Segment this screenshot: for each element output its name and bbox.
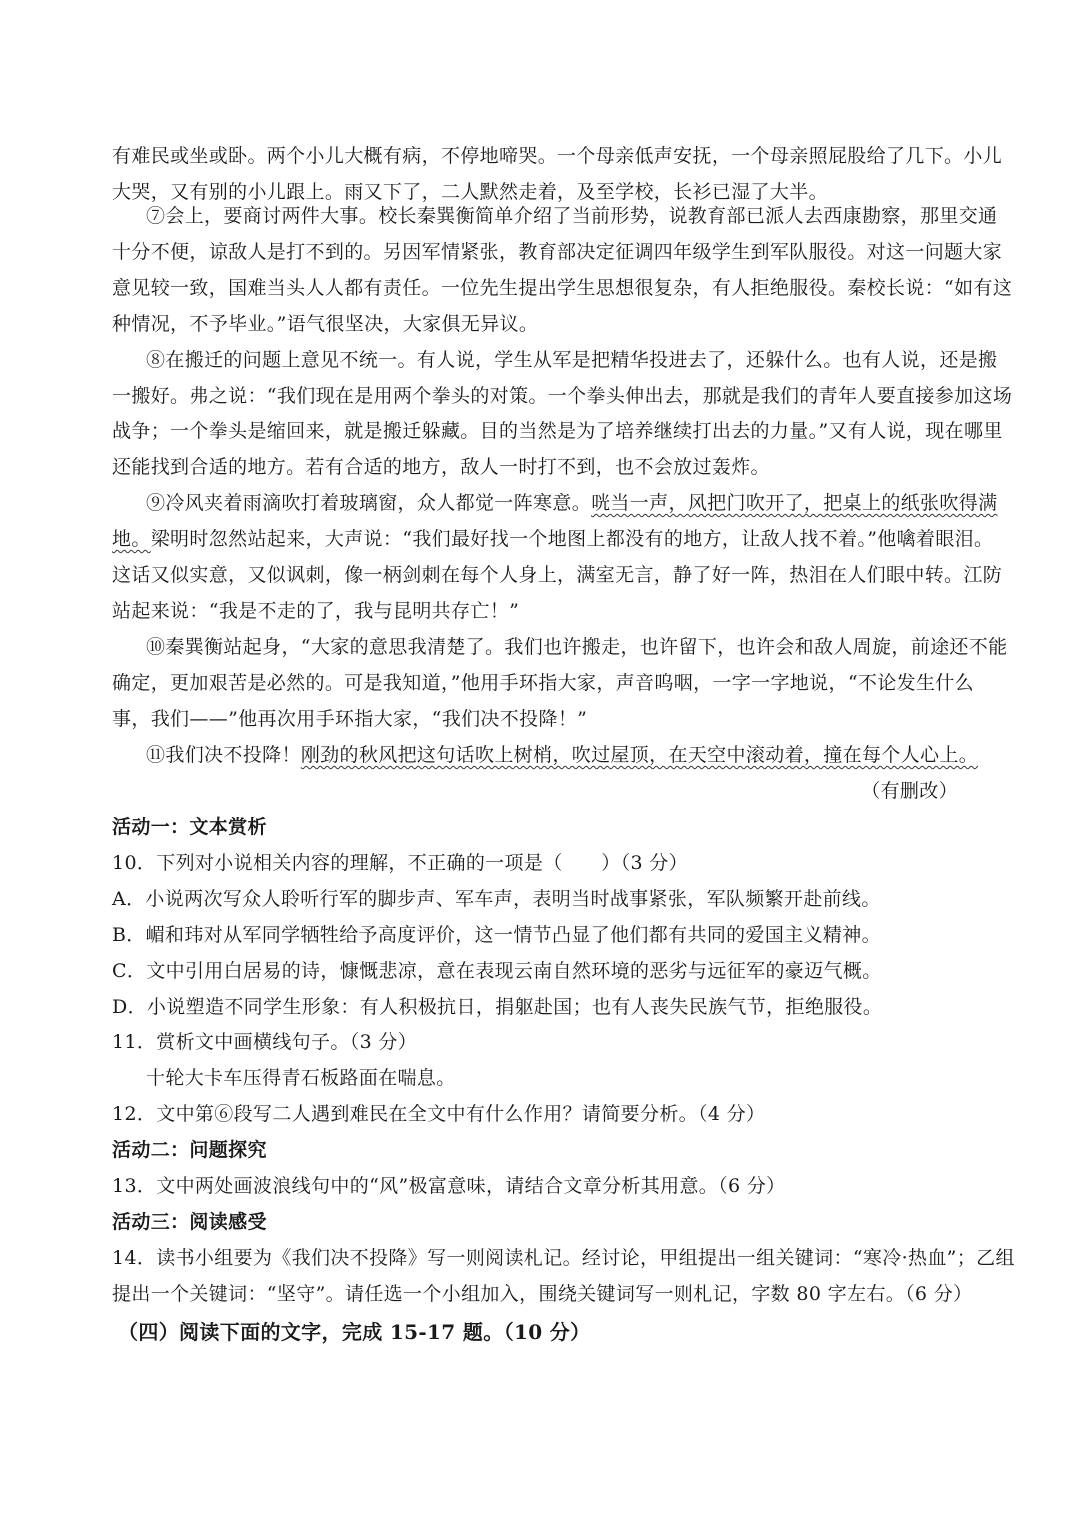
passage-line [112, 526, 994, 552]
passage-line: 战争；一个拳头是缩回来，就是搬迁躲藏。目的当然是为了培养继续打出去的力量。”又有人说，现在哪里 [112, 420, 1003, 442]
question-14-cont: 提出一个关键词：“坚守”。请任选一个小组加入，围绕关键词写一则札记，字数 80 字左右。（6 分） [112, 1283, 973, 1305]
section-4-heading: （四）阅读下面的文字，完成 15-17 题。（10 分） [118, 1320, 591, 1344]
passage-line: 确定，更加艰苦是必然的。可是我知道，”他用手环指大家，声音呜咽，一字一字地说，“不论发生什么 [112, 672, 975, 694]
paragraph-9-line [146, 490, 998, 516]
paragraph-11-text: ⑪我们决不投降！ [146, 744, 301, 766]
paragraph-10-line: ⑩秦巽衡站起身，“大家的意思我清楚了。我们也许搬走，也许留下，也许会和敌人周旋，前途还不能 [146, 636, 1008, 658]
passage-line: 一搬好。弗之说：“我们现在是用两个拳头的对策。一个拳头伸出去，那就是我们的青年人要直接参加这场 [112, 385, 1013, 407]
passage-line: 意见较一致，国难当头人人都有责任。一位先生提出学生思想很复杂，有人拒绝服役。秦校长说：“如有这 [112, 277, 1013, 299]
passage-line: 十分不便，谅敌人是打不到的。另因军情紧张，教育部决定征调四年级学生到军队服役。对这一问题大家 [112, 241, 1003, 263]
activity-1-heading: 活动一：文本赏析 [112, 816, 267, 838]
passage-line: 种情况，不予毕业。”语气很坚决，大家俱无异议。 [112, 313, 539, 335]
wavy-underlined-sentence: 咣当一声，风把门吹开了，把桌上的纸张吹得满 [591, 492, 998, 514]
wavy-underlined-sentence-end: 地。 [112, 528, 151, 550]
paragraph-9-text: ⑨冷风夹着雨滴吹打着玻璃窗，众人都觉一阵寒意。 [146, 492, 592, 514]
passage-line: 大哭，又有别的小儿跟上。雨又下了，二人默然走着，及至学校，长衫已湿了大半。 [112, 181, 828, 203]
passage-line: 事，我们——”他再次用手环指大家，“我们决不投降！” [112, 708, 588, 730]
question-12: 12．文中第⑥段写二人遇到难民在全文中有什么作用？请简要分析。（4 分） [112, 1103, 766, 1125]
option-b: B．嵋和玮对从军同学牺牲给予高度评价，这一情节凸显了他们都有共同的爱国主义精神。 [112, 924, 881, 946]
passage-line: 这话又似实意，又似讽刺，像一柄剑刺在每个人身上，满室无言，静了好一阵，热泪在人们眼中转。江防 [112, 564, 1003, 586]
option-a: A．小说两次写众人聆听行军的脚步声、军车声，表明当时战事紧张，军队频繁开赴前线。 [112, 888, 881, 910]
option-d: D．小说塑造不同学生形象：有人积极抗日，捐躯赴国；也有人丧失民族气节，拒绝服役。 [112, 996, 883, 1018]
passage-line: 站起来说：“我是不走的了，我与昆明共存亡！” [112, 600, 520, 622]
question-13: 13．文中两处画波浪线句中的“风”极富意味，请结合文章分析其用意。（6 分） [112, 1175, 786, 1197]
paragraph-9-text: 梁明时忽然站起来，大声说：“我们最好找一个地图上都没有的地方，让敌人找不着。”他噙着眼泪。 [150, 528, 994, 550]
option-c: C．文中引用白居易的诗，慷慨悲凉，意在表现云南自然环境的恶劣与远征军的豪迈气概。 [112, 960, 882, 982]
question-14: 14．读书小组要为《我们决不投降》写一则阅读札记。经讨论，甲组提出一组关键词：“寒冷·热血”；乙组 [112, 1247, 1015, 1269]
paragraph-11-line [146, 742, 979, 768]
passage-line: 还能找到合适的地方。若有合适的地方，敌人一时打不到，也不会放过轰炸。 [112, 456, 770, 478]
passage-line: 有难民或坐或卧。两个小儿大概有病，不停地啼哭。一个母亲低声安抚，一个母亲照屁股给了几下。小儿 [112, 145, 1003, 167]
question-11: 11．赏析文中画横线句子。（3 分） [112, 1031, 418, 1053]
abridged-note: （有删改） [861, 780, 958, 802]
paragraph-8-line: ⑧在搬迁的问题上意见不统一。有人说，学生从军是把精华投进去了，还躲什么。也有人说，还是搬 [146, 349, 998, 371]
activity-3-heading: 活动三：阅读感受 [112, 1211, 267, 1233]
question-11-sentence: 十轮大卡车压得青石板路面在喘息。 [146, 1067, 456, 1089]
activity-2-heading: 活动二：问题探究 [112, 1139, 267, 1161]
paragraph-7-line: ⑦会上，要商讨两件大事。校长秦巽衡简单介绍了当前形势，说教育部已派人去西康勘察，那里交通 [146, 205, 998, 227]
question-10: 10．下列对小说相关内容的理解，不正确的一项是（ ）（3 分） [112, 852, 689, 874]
wavy-underlined-sentence: 刚劲的秋风把这句话吹上树梢，吹过屋顶，在天空中滚动着，撞在每个人心上。 [300, 744, 979, 766]
